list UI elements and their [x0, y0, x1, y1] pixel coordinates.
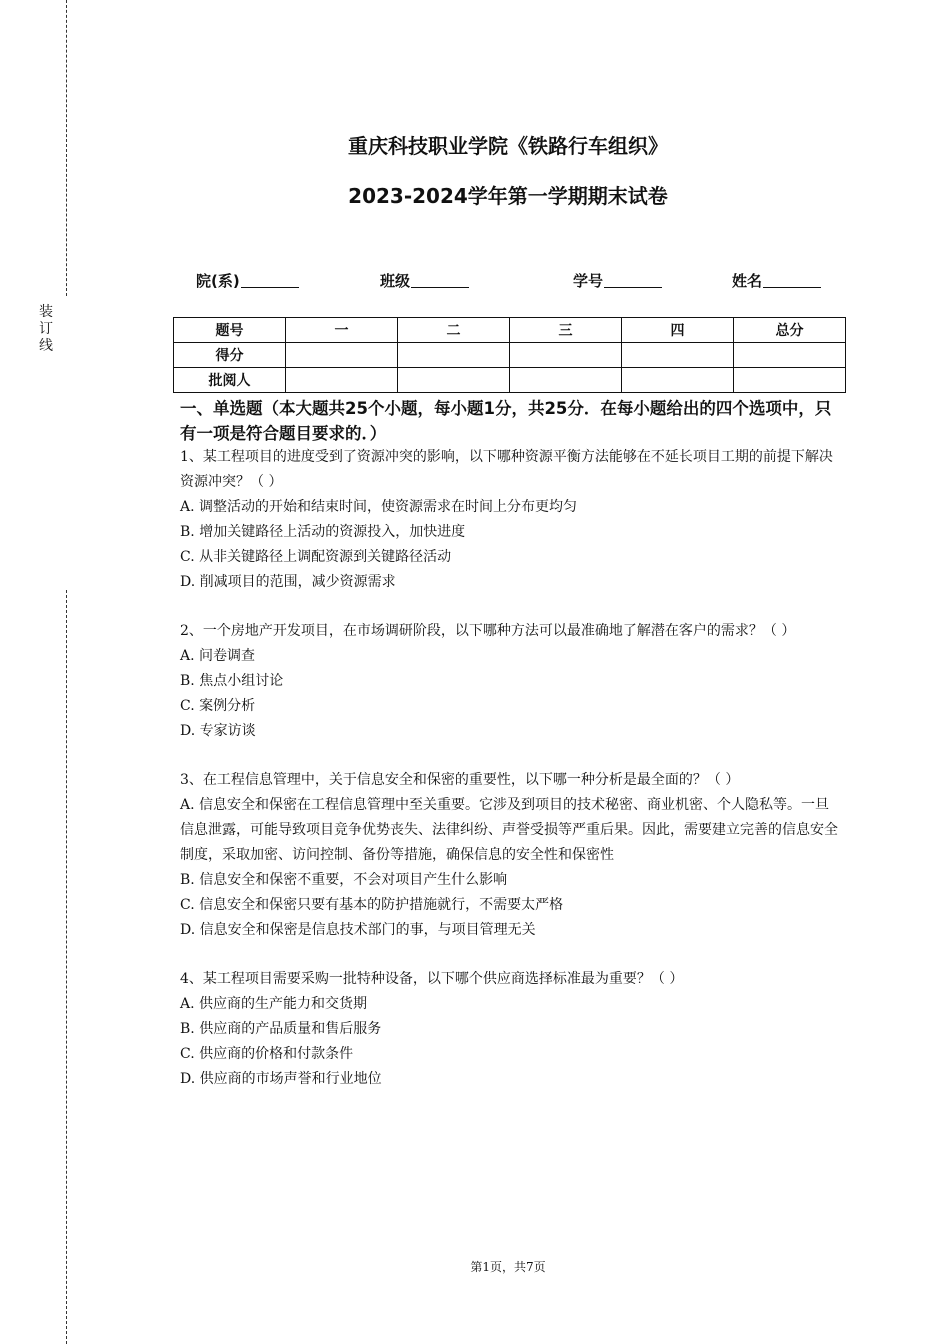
department-field: [196, 270, 299, 291]
score-row: [174, 343, 846, 368]
answer-option[interactable]: B. 焦点小组讨论: [180, 673, 284, 689]
question: [180, 967, 840, 1092]
score-table: [173, 317, 846, 393]
department-label: 院(系): [196, 272, 240, 290]
student-id-blank[interactable]: [604, 273, 662, 288]
reviewer-cell[interactable]: [510, 368, 622, 393]
binding-label: [38, 304, 54, 355]
reviewer-cell[interactable]: [286, 368, 398, 393]
answer-option[interactable]: B. 信息安全和保密不重要，不会对项目产生什么影响: [180, 872, 508, 888]
question-stem: 3、在工程信息管理中，关于信息安全和保密的重要性，以下哪一种分析是最全面的？（ ）: [180, 772, 740, 788]
binding-char: 线: [39, 338, 53, 354]
score-table-header: 总分: [734, 318, 846, 343]
answer-option[interactable]: D. 削减项目的范围，减少资源需求: [180, 574, 396, 590]
score-table-header-row: [174, 318, 846, 343]
answer-option[interactable]: C. 从非关键路径上调配资源到关键路径活动: [180, 549, 452, 565]
score-table-header: 一: [286, 318, 398, 343]
score-table-header: 题号: [174, 318, 286, 343]
question: [180, 445, 840, 595]
answer-option[interactable]: A. 信息安全和保密在工程信息管理中至关重要。它涉及到项目的技术秘密、商业机密、个人隐私等。一旦信息泄露，可能导致项目竞争优势丧失、法律纠纷、声誉受损等严重后果。因此，需要建立完善的信息安全制度，采取加密、访问控制、备份等措施，确保信息的安全性和保密性: [180, 797, 838, 863]
class-label: 班级: [380, 272, 411, 290]
answer-option[interactable]: C. 信息安全和保密只要有基本的防护措施就行，不需要太严格: [180, 897, 564, 913]
question-list: [180, 445, 840, 1116]
score-table-header: 四: [622, 318, 734, 343]
reviewer-cell[interactable]: [734, 368, 846, 393]
answer-option[interactable]: A. 供应商的生产能力和交货期: [180, 996, 368, 1012]
score-cell[interactable]: [734, 343, 846, 368]
answer-option[interactable]: B. 增加关键路径上活动的资源投入，加快进度: [180, 524, 466, 540]
student-id-label: 学号: [573, 272, 604, 290]
answer-option[interactable]: A. 调整活动的开始和结束时间，使资源需求在时间上分布更均匀: [180, 499, 578, 515]
exam-title: 重庆科技职业学院《铁路行车组织》: [348, 134, 668, 158]
question-stem: 2、一个房地产开发项目，在市场调研阶段，以下哪种方法可以最准确地了解潜在客户的需求？（ ）: [180, 623, 796, 639]
reviewer-row-label: 批阅人: [174, 368, 286, 393]
score-cell[interactable]: [510, 343, 622, 368]
name-blank[interactable]: [763, 273, 821, 288]
answer-option[interactable]: B. 供应商的产品质量和售后服务: [180, 1021, 382, 1037]
department-blank[interactable]: [241, 273, 299, 288]
page-number: 第1页，共7页: [470, 1260, 546, 1274]
name-label: 姓名: [732, 272, 763, 290]
binding-line-bottom: [66, 590, 67, 1344]
name-field: [732, 270, 821, 291]
class-blank[interactable]: [411, 273, 469, 288]
student-id-field: [573, 270, 662, 291]
section-heading: 一、单选题（本大题共25个小题，每小题1分，共25分．在每小题给出的四个选项中，只有一项是符合题目要求的．）: [180, 399, 832, 443]
question-stem: 4、某工程项目需要采购一批特种设备，以下哪个供应商选择标准最为重要？（ ）: [180, 971, 684, 987]
answer-option[interactable]: D. 供应商的市场声誉和行业地位: [180, 1071, 382, 1087]
score-cell[interactable]: [286, 343, 398, 368]
class-field: [380, 270, 469, 291]
reviewer-row: [174, 368, 846, 393]
score-row-label: 得分: [174, 343, 286, 368]
score-table-header: 三: [510, 318, 622, 343]
answer-option[interactable]: C. 案例分析: [180, 698, 256, 714]
question: [180, 619, 840, 744]
answer-option[interactable]: A. 问卷调查: [180, 648, 256, 664]
answer-option[interactable]: D. 信息安全和保密是信息技术部门的事，与项目管理无关: [180, 922, 536, 938]
reviewer-cell[interactable]: [398, 368, 510, 393]
score-cell[interactable]: [622, 343, 734, 368]
question-stem: 1、某工程项目的进度受到了资源冲突的影响，以下哪种资源平衡方法能够在不延长项目工期的前提下解决资源冲突？（ ）: [180, 449, 833, 490]
score-cell[interactable]: [398, 343, 510, 368]
binding-char: 订: [39, 321, 53, 337]
answer-option[interactable]: D. 专家访谈: [180, 723, 256, 739]
exam-subtitle: 2023-2024学年第一学期期末试卷: [348, 184, 668, 208]
question: [180, 768, 840, 943]
reviewer-cell[interactable]: [622, 368, 734, 393]
answer-option[interactable]: C. 供应商的价格和付款条件: [180, 1046, 354, 1062]
binding-char: 装: [39, 304, 53, 320]
score-table-header: 二: [398, 318, 510, 343]
